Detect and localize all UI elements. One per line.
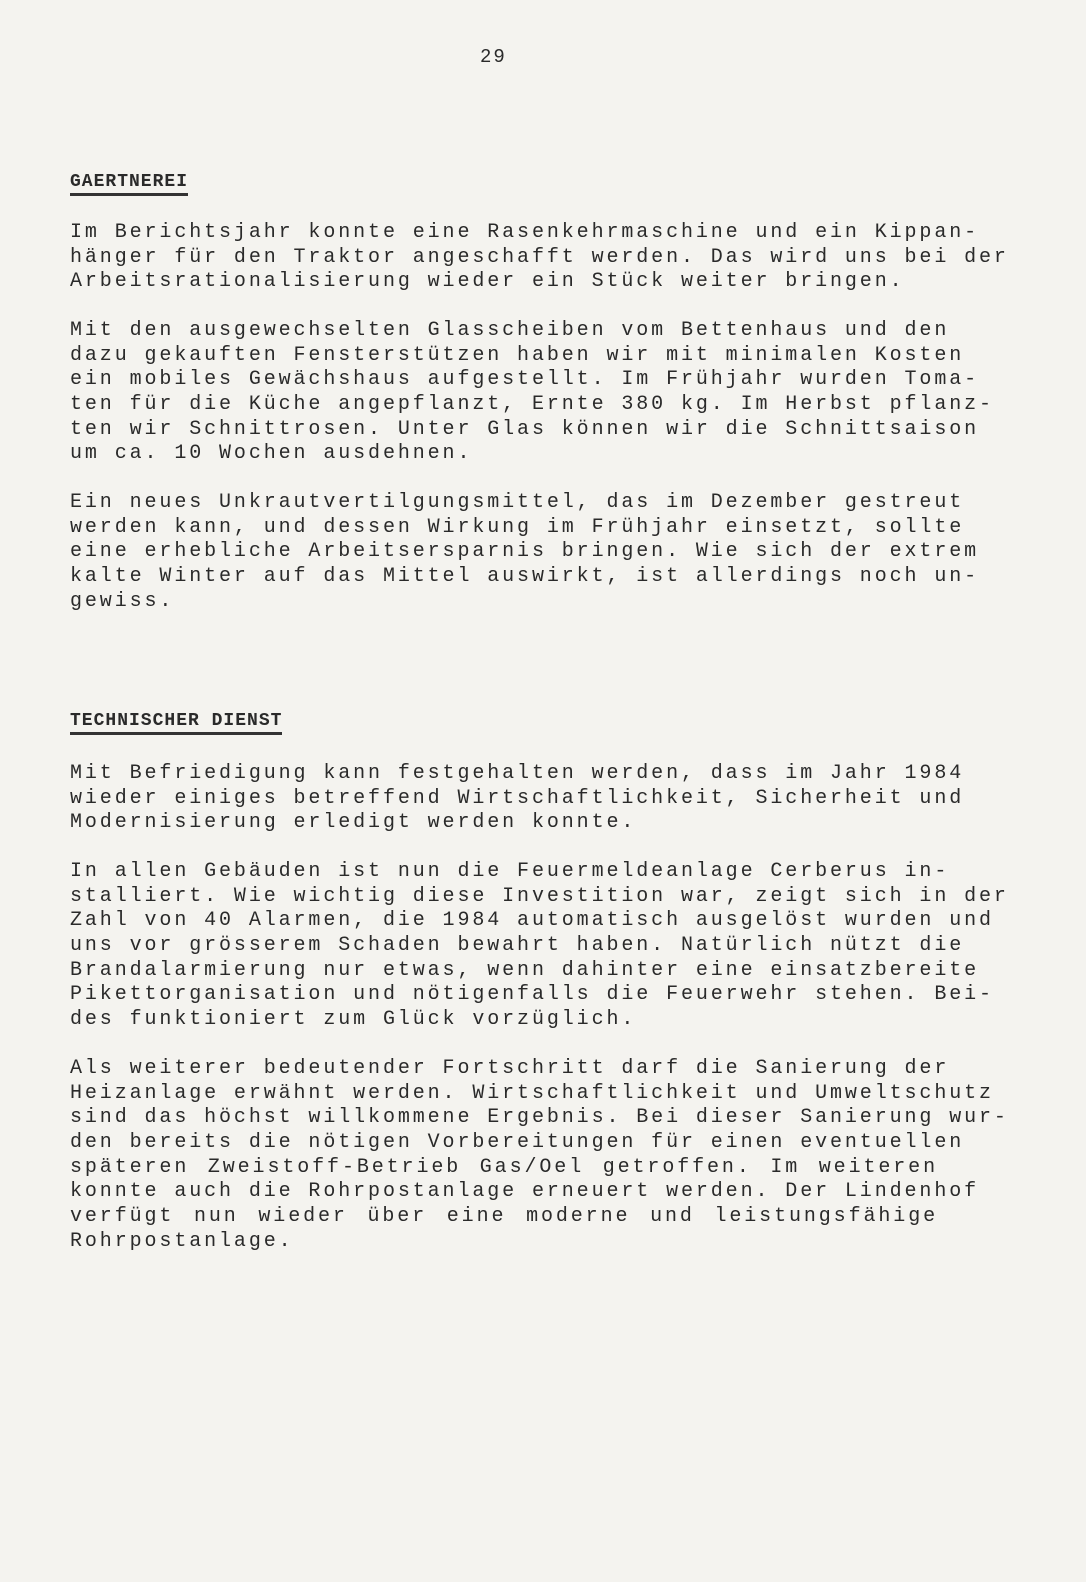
text-line: Im Berichtsjahr konnte eine Rasenkehrmaschine und ein Kippan-: [70, 221, 980, 244]
text-line: um ca. 10 Wochen ausdehnen.: [70, 442, 473, 466]
text-line: Arbeitsrationalisierung wieder ein Stück weiter bringen.: [70, 270, 905, 294]
text-line: werden kann, und dessen Wirkung im Frühjahr einsetzt, sollte: [70, 515, 965, 539]
paragraph: [70, 762, 965, 836]
paragraph: [70, 319, 994, 467]
text-line: den bereits die nötigen Vorbereitungen für einen eventuellen: [70, 1131, 965, 1155]
text-line: gewiss.: [70, 589, 175, 613]
text-line: uns vor grösserem Schaden bewahrt haben. Natürlich nützt die: [70, 934, 965, 958]
text-line: ten für die Küche angepflanzt, Ernte 380 kg. Im Herbst pflanz-: [70, 393, 994, 417]
paragraph: [70, 221, 1009, 295]
text-line: Brandalarmierung nur etwas, wenn dahinter eine einsatzbereite: [70, 958, 980, 982]
text-line: konnte auch die Rohrpostanlage erneuert werden. Der Lindenhof: [70, 1180, 980, 1204]
text-line: In allen Gebäuden ist nun die Feuermeldeanlage Cerberus in-: [70, 860, 950, 883]
text-line: dazu gekauften Fensterstützen haben wir mit minimalen Kosten: [70, 343, 965, 367]
paragraph: [70, 491, 980, 614]
paragraph: [70, 1057, 1009, 1255]
text-line: sind das höchst willkommene Ergebnis. Bei dieser Sanierung wur-: [70, 1106, 1009, 1130]
text-line: verfügt nun wieder über eine moderne und leistungsfähige: [70, 1205, 938, 1229]
text-line: ten wir Schnittrosen. Unter Glas können wir die Schnittsaison: [70, 417, 980, 441]
text-line: Mit den ausgewechselten Glasscheiben vom Bettenhaus und den: [70, 319, 950, 342]
section-heading-technischer-dienst: TECHNISCHER DIENST: [70, 711, 282, 735]
text-line: eine erhebliche Arbeitsersparnis bringen. Wie sich der extrem: [70, 540, 980, 564]
page-number: 29: [480, 46, 507, 68]
text-line: kalte Winter auf das Mittel auswirkt, ist allerdings noch un-: [70, 565, 980, 589]
text-line: Heizanlage erwähnt werden. Wirtschaftlichkeit und Umweltschutz: [70, 1081, 994, 1105]
text-line: Als weiterer bedeutender Fortschritt darf die Sanierung der: [70, 1057, 950, 1080]
text-line: Pikettorganisation und nötigenfalls die Feuerwehr stehen. Bei-: [70, 983, 994, 1007]
text-line: Mit Befriedigung kann festgehalten werden, dass im Jahr 1984: [70, 762, 965, 785]
text-line: stalliert. Wie wichtig diese Investition war, zeigt sich in der: [70, 884, 1009, 908]
text-line: hänger für den Traktor angeschafft werden. Das wird uns bei der: [70, 245, 1009, 269]
text-line: wieder einiges betreffend Wirtschaftlichkeit, Sicherheit und: [70, 786, 965, 810]
text-line: Zahl von 40 Alarmen, die 1984 automatisch ausgelöst wurden und: [70, 909, 994, 933]
paragraph: [70, 860, 1009, 1033]
text-line: ein mobiles Gewächshaus aufgestellt. Im Frühjahr wurden Toma-: [70, 368, 980, 392]
text-line: Rohrpostanlage.: [70, 1229, 294, 1253]
text-line: Ein neues Unkrautvertilgungsmittel, das im Dezember gestreut: [70, 491, 965, 514]
section-heading-gaertnerei: GAERTNEREI: [70, 172, 188, 196]
text-line: Modernisierung erledigt werden konnte.: [70, 811, 637, 835]
text-line: des funktioniert zum Glück vorzüglich.: [70, 1008, 637, 1032]
text-line: späteren Zweistoff-Betrieb Gas/Oel getroffen. Im weiteren: [70, 1155, 938, 1179]
